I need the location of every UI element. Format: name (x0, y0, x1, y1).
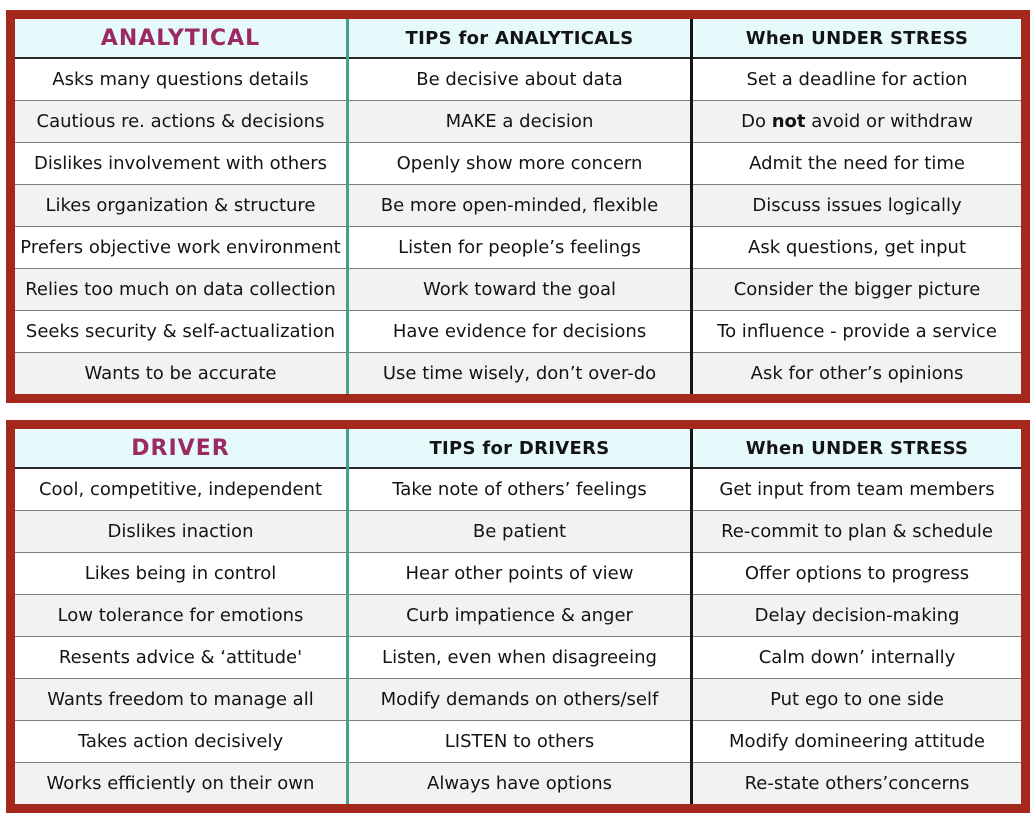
table-cell: Listen, even when disagreeing (347, 637, 691, 679)
table-row (11, 101, 1026, 143)
analytical-table (6, 10, 1030, 403)
analytical-title: ANALYTICAL (11, 15, 348, 59)
table-cell: Be decisive about data (347, 58, 691, 101)
table-row (11, 269, 1026, 311)
table-row (11, 763, 1026, 809)
table-cell: Listen for people’s feelings (347, 227, 691, 269)
table-row (11, 468, 1026, 511)
driver-header-row (11, 425, 1026, 469)
table-cell: Resents advice & ‘attitude' (11, 637, 348, 679)
table-cell: Set a deadline for action (692, 58, 1026, 101)
table-cell: Re-state others’concerns (692, 763, 1026, 809)
table-row (11, 227, 1026, 269)
analytical-header-row (11, 15, 1026, 59)
table-row (11, 721, 1026, 763)
table-cell: Have evidence for decisions (347, 311, 691, 353)
driver-stress-header: When UNDER STRESS (692, 425, 1026, 469)
table-row (11, 637, 1026, 679)
table-row (11, 679, 1026, 721)
table-row (11, 353, 1026, 399)
table-row (11, 511, 1026, 553)
text-run: Do (741, 111, 772, 132)
table-cell: Delay decision-making (692, 595, 1026, 637)
table-cell: Consider the bigger picture (692, 269, 1026, 311)
table-cell: Curb impatience & anger (347, 595, 691, 637)
table-cell: LISTEN to others (347, 721, 691, 763)
table-cell: Low tolerance for emotions (11, 595, 348, 637)
table-cell: Takes action decisively (11, 721, 348, 763)
table-cell: Seeks security & self-actualization (11, 311, 348, 353)
table-cell: Be more open-minded, flexible (347, 185, 691, 227)
table-cell: Discuss issues logically (692, 185, 1026, 227)
table-cell: Admit the need for time (692, 143, 1026, 185)
table-cell: Re-commit to plan & schedule (692, 511, 1026, 553)
table-cell: MAKE a decision (347, 101, 691, 143)
table-row (11, 58, 1026, 101)
table-row (11, 143, 1026, 185)
table-cell: Always have options (347, 763, 691, 809)
driver-title: DRIVER (11, 425, 348, 469)
text-run: avoid or withdraw (805, 111, 973, 132)
table-cell: Likes being in control (11, 553, 348, 595)
analytical-tips-header: TIPS for ANALYTICALS (347, 15, 691, 59)
table-cell: Likes organization & structure (11, 185, 348, 227)
table-row (11, 185, 1026, 227)
table-cell: Offer options to progress (692, 553, 1026, 595)
table-cell: Ask for other’s opinions (692, 353, 1026, 399)
table-cell: Asks many questions details (11, 58, 348, 101)
table-cell: Take note of others’ feelings (347, 468, 691, 511)
table-cell: Modify domineering attitude (692, 721, 1026, 763)
table-cell: Dislikes involvement with others (11, 143, 348, 185)
table-cell: Work toward the goal (347, 269, 691, 311)
table-cell: Wants to be accurate (11, 353, 348, 399)
table-cell: Calm down’ internally (692, 637, 1026, 679)
analytical-stress-header: When UNDER STRESS (692, 15, 1026, 59)
table-cell: Prefers objective work environment (11, 227, 348, 269)
table-row (11, 311, 1026, 353)
table-cell: Cool, competitive, independent (11, 468, 348, 511)
table-cell: Use time wisely, don’t over-do (347, 353, 691, 399)
table-cell: Openly show more concern (347, 143, 691, 185)
table-cell: Get input from team members (692, 468, 1026, 511)
table-row (11, 595, 1026, 637)
table-cell: Wants freedom to manage all (11, 679, 348, 721)
table-cell: Ask questions, get input (692, 227, 1026, 269)
table-cell: Be patient (347, 511, 691, 553)
table-cell: Hear other points of view (347, 553, 691, 595)
driver-table-body (11, 468, 1026, 809)
table-cell: To influence - provide a service (692, 311, 1026, 353)
table-cell: Works efficiently on their own (11, 763, 348, 809)
analytical-table-body (11, 58, 1026, 399)
table-cell (692, 101, 1026, 143)
driver-table (6, 420, 1030, 813)
table-cell: Cautious re. actions & decisions (11, 101, 348, 143)
table-row (11, 553, 1026, 595)
table-cell: Relies too much on data collection (11, 269, 348, 311)
emphasized-text: not (771, 111, 806, 132)
table-cell: Modify demands on others/self (347, 679, 691, 721)
table-cell: Dislikes inaction (11, 511, 348, 553)
table-cell: Put ego to one side (692, 679, 1026, 721)
driver-tips-header: TIPS for DRIVERS (347, 425, 691, 469)
